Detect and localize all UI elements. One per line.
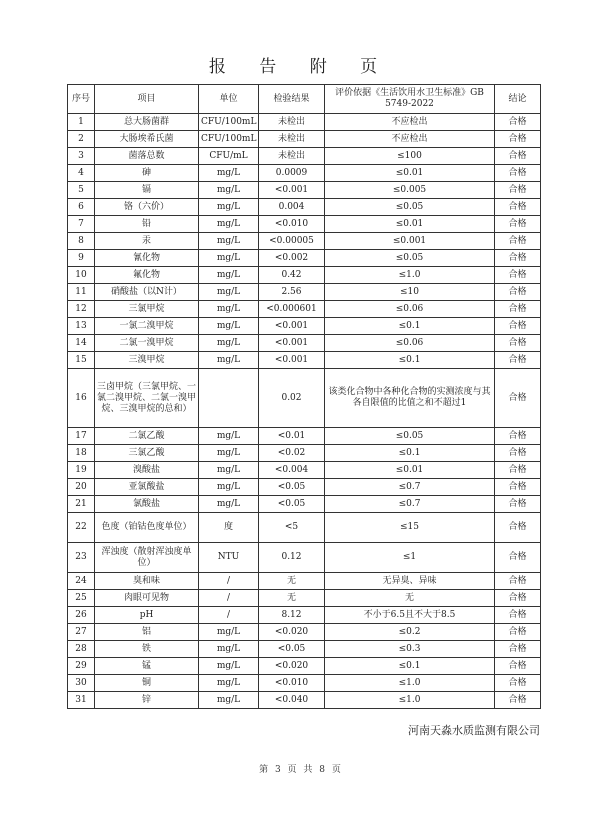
row-conclusion: 合格 bbox=[495, 590, 541, 607]
row-result: 0.42 bbox=[259, 267, 325, 284]
table-row bbox=[68, 318, 541, 335]
row-item: 二氯一溴甲烷 bbox=[95, 335, 199, 352]
table-row bbox=[68, 335, 541, 352]
row-result: <0.020 bbox=[259, 658, 325, 675]
row-standard: 不应检出 bbox=[325, 131, 495, 148]
row-conclusion: 合格 bbox=[495, 543, 541, 573]
table-row bbox=[68, 496, 541, 513]
row-index: 31 bbox=[68, 692, 95, 709]
row-result: 0.0009 bbox=[259, 165, 325, 182]
row-result: <0.001 bbox=[259, 352, 325, 369]
row-item: 铜 bbox=[95, 675, 199, 692]
row-standard: ≤0.1 bbox=[325, 445, 495, 462]
row-item: 铅 bbox=[95, 216, 199, 233]
row-index: 15 bbox=[68, 352, 95, 369]
row-result: <0.00005 bbox=[259, 233, 325, 250]
row-item: 色度（铂钴色度单位） bbox=[95, 513, 199, 543]
table-row bbox=[68, 352, 541, 369]
row-index: 27 bbox=[68, 624, 95, 641]
row-index: 7 bbox=[68, 216, 95, 233]
row-unit bbox=[199, 369, 259, 428]
row-standard: ≤1 bbox=[325, 543, 495, 573]
row-unit: CFU/100mL bbox=[199, 131, 259, 148]
row-standard: ≤0.1 bbox=[325, 318, 495, 335]
row-unit: mg/L bbox=[199, 267, 259, 284]
table-row bbox=[68, 199, 541, 216]
row-unit: mg/L bbox=[199, 641, 259, 658]
row-unit: mg/L bbox=[199, 624, 259, 641]
table-row bbox=[68, 233, 541, 250]
row-item: 汞 bbox=[95, 233, 199, 250]
table-row bbox=[68, 445, 541, 462]
row-standard: ≤0.7 bbox=[325, 496, 495, 513]
header-standard: 评价依据《生活饮用水卫生标准》GB 5749-2022 bbox=[325, 85, 495, 114]
row-standard: 无异臭、异味 bbox=[325, 573, 495, 590]
row-conclusion: 合格 bbox=[495, 641, 541, 658]
table-row bbox=[68, 369, 541, 428]
row-conclusion: 合格 bbox=[495, 428, 541, 445]
row-conclusion: 合格 bbox=[495, 675, 541, 692]
row-conclusion: 合格 bbox=[495, 479, 541, 496]
row-result: <0.002 bbox=[259, 250, 325, 267]
row-result: <0.004 bbox=[259, 462, 325, 479]
row-index: 18 bbox=[68, 445, 95, 462]
row-standard: ≤15 bbox=[325, 513, 495, 543]
row-result: <0.010 bbox=[259, 216, 325, 233]
row-standard: ≤10 bbox=[325, 284, 495, 301]
row-standard: ≤0.05 bbox=[325, 199, 495, 216]
row-standard: ≤0.3 bbox=[325, 641, 495, 658]
row-index: 2 bbox=[68, 131, 95, 148]
row-result: 0.02 bbox=[259, 369, 325, 428]
row-item: 铁 bbox=[95, 641, 199, 658]
row-unit: mg/L bbox=[199, 352, 259, 369]
header-index: 序号 bbox=[68, 85, 95, 114]
row-conclusion: 合格 bbox=[495, 335, 541, 352]
row-result: 无 bbox=[259, 573, 325, 590]
row-unit: mg/L bbox=[199, 335, 259, 352]
row-unit: mg/L bbox=[199, 428, 259, 445]
row-index: 29 bbox=[68, 658, 95, 675]
row-item: 一氯二溴甲烷 bbox=[95, 318, 199, 335]
table-row bbox=[68, 590, 541, 607]
row-unit: mg/L bbox=[199, 445, 259, 462]
row-item: 三卤甲烷（三氯甲烷、一氯二溴甲烷、二氯一溴甲烷、三溴甲烷的总和） bbox=[95, 369, 199, 428]
table-row bbox=[68, 148, 541, 165]
row-index: 14 bbox=[68, 335, 95, 352]
row-standard: ≤0.05 bbox=[325, 428, 495, 445]
table-row bbox=[68, 658, 541, 675]
row-index: 16 bbox=[68, 369, 95, 428]
row-item: 氰化物 bbox=[95, 250, 199, 267]
row-index: 26 bbox=[68, 607, 95, 624]
row-result: <0.05 bbox=[259, 641, 325, 658]
row-conclusion: 合格 bbox=[495, 216, 541, 233]
row-index: 9 bbox=[68, 250, 95, 267]
table-row bbox=[68, 607, 541, 624]
row-index: 20 bbox=[68, 479, 95, 496]
row-standard: ≤1.0 bbox=[325, 675, 495, 692]
row-result: <0.001 bbox=[259, 182, 325, 199]
row-unit: mg/L bbox=[199, 216, 259, 233]
row-unit: / bbox=[199, 590, 259, 607]
row-item: 肉眼可见物 bbox=[95, 590, 199, 607]
table-row bbox=[68, 182, 541, 199]
row-unit: NTU bbox=[199, 543, 259, 573]
row-conclusion: 合格 bbox=[495, 462, 541, 479]
table-row bbox=[68, 573, 541, 590]
row-conclusion: 合格 bbox=[495, 284, 541, 301]
row-standard: ≤0.01 bbox=[325, 216, 495, 233]
row-conclusion: 合格 bbox=[495, 607, 541, 624]
row-result: <0.001 bbox=[259, 318, 325, 335]
row-standard: ≤0.06 bbox=[325, 335, 495, 352]
table-row bbox=[68, 543, 541, 573]
row-index: 6 bbox=[68, 199, 95, 216]
row-unit: mg/L bbox=[199, 182, 259, 199]
row-standard: ≤0.01 bbox=[325, 165, 495, 182]
page-title: 报 告 附 页 bbox=[208, 57, 392, 77]
row-item: 亚氯酸盐 bbox=[95, 479, 199, 496]
row-item: 锌 bbox=[95, 692, 199, 709]
row-standard: ≤0.7 bbox=[325, 479, 495, 496]
row-result: 未检出 bbox=[259, 148, 325, 165]
row-unit: mg/L bbox=[199, 318, 259, 335]
header-item: 项目 bbox=[95, 85, 199, 114]
row-conclusion: 合格 bbox=[495, 233, 541, 250]
row-unit: mg/L bbox=[199, 462, 259, 479]
row-conclusion: 合格 bbox=[495, 131, 541, 148]
row-result: <0.05 bbox=[259, 479, 325, 496]
row-item: 铬（六价） bbox=[95, 199, 199, 216]
table-header-row bbox=[68, 85, 541, 114]
table-row bbox=[68, 131, 541, 148]
row-index: 22 bbox=[68, 513, 95, 543]
row-result: 0.12 bbox=[259, 543, 325, 573]
row-unit: mg/L bbox=[199, 199, 259, 216]
row-item: 硝酸盐（以N计） bbox=[95, 284, 199, 301]
row-result: <0.001 bbox=[259, 335, 325, 352]
row-index: 24 bbox=[68, 573, 95, 590]
row-conclusion: 合格 bbox=[495, 692, 541, 709]
row-result: <0.020 bbox=[259, 624, 325, 641]
row-standard: ≤0.01 bbox=[325, 462, 495, 479]
row-conclusion: 合格 bbox=[495, 369, 541, 428]
row-conclusion: 合格 bbox=[495, 148, 541, 165]
row-conclusion: 合格 bbox=[495, 114, 541, 131]
row-conclusion: 合格 bbox=[495, 182, 541, 199]
row-unit: mg/L bbox=[199, 479, 259, 496]
row-item: 铝 bbox=[95, 624, 199, 641]
row-standard: ≤0.2 bbox=[325, 624, 495, 641]
results-table bbox=[67, 84, 541, 709]
row-item: 臭和味 bbox=[95, 573, 199, 590]
row-index: 10 bbox=[68, 267, 95, 284]
table-row bbox=[68, 216, 541, 233]
row-result: 未检出 bbox=[259, 114, 325, 131]
row-standard: 不小于6.5且不大于8.5 bbox=[325, 607, 495, 624]
header-unit: 单位 bbox=[199, 85, 259, 114]
row-item: 浑浊度（散射浑浊度单位） bbox=[95, 543, 199, 573]
row-item: 大肠埃希氏菌 bbox=[95, 131, 199, 148]
row-unit: CFU/100mL bbox=[199, 114, 259, 131]
row-standard: ≤0.005 bbox=[325, 182, 495, 199]
table-row bbox=[68, 267, 541, 284]
table-row bbox=[68, 692, 541, 709]
row-index: 4 bbox=[68, 165, 95, 182]
header-conclusion: 结论 bbox=[495, 85, 541, 114]
row-result: 0.004 bbox=[259, 199, 325, 216]
row-result: <0.05 bbox=[259, 496, 325, 513]
row-item: 镉 bbox=[95, 182, 199, 199]
row-index: 11 bbox=[68, 284, 95, 301]
row-item: 菌落总数 bbox=[95, 148, 199, 165]
table-row bbox=[68, 624, 541, 641]
row-conclusion: 合格 bbox=[495, 352, 541, 369]
row-item: 总大肠菌群 bbox=[95, 114, 199, 131]
page-number: 第 3 页 共 8 页 bbox=[259, 765, 341, 775]
row-standard: 无 bbox=[325, 590, 495, 607]
row-standard: ≤1.0 bbox=[325, 692, 495, 709]
row-index: 13 bbox=[68, 318, 95, 335]
row-conclusion: 合格 bbox=[495, 658, 541, 675]
table-row bbox=[68, 641, 541, 658]
row-index: 21 bbox=[68, 496, 95, 513]
row-item: 三氯甲烷 bbox=[95, 301, 199, 318]
row-unit: CFU/mL bbox=[199, 148, 259, 165]
row-conclusion: 合格 bbox=[495, 513, 541, 543]
row-unit: mg/L bbox=[199, 675, 259, 692]
row-result: <0.000601 bbox=[259, 301, 325, 318]
header-result: 检验结果 bbox=[259, 85, 325, 114]
row-standard: ≤0.1 bbox=[325, 658, 495, 675]
row-conclusion: 合格 bbox=[495, 496, 541, 513]
row-result: 2.56 bbox=[259, 284, 325, 301]
row-index: 12 bbox=[68, 301, 95, 318]
row-index: 5 bbox=[68, 182, 95, 199]
company-name: 河南天淼水质监测有限公司 bbox=[408, 724, 540, 737]
row-item: 三溴甲烷 bbox=[95, 352, 199, 369]
row-standard: ≤0.06 bbox=[325, 301, 495, 318]
row-item: pH bbox=[95, 607, 199, 624]
row-index: 19 bbox=[68, 462, 95, 479]
row-unit: mg/L bbox=[199, 692, 259, 709]
table-row bbox=[68, 284, 541, 301]
row-conclusion: 合格 bbox=[495, 250, 541, 267]
row-conclusion: 合格 bbox=[495, 267, 541, 284]
row-index: 8 bbox=[68, 233, 95, 250]
row-standard: 该类化合物中各种化合物的实测浓度与其各自限值的比值之和不超过1 bbox=[325, 369, 495, 428]
row-unit: mg/L bbox=[199, 658, 259, 675]
table-row bbox=[68, 428, 541, 445]
row-unit: mg/L bbox=[199, 284, 259, 301]
row-item: 氟化物 bbox=[95, 267, 199, 284]
row-result: <5 bbox=[259, 513, 325, 543]
table-row bbox=[68, 479, 541, 496]
row-conclusion: 合格 bbox=[495, 199, 541, 216]
row-unit: mg/L bbox=[199, 301, 259, 318]
table-row bbox=[68, 165, 541, 182]
row-index: 1 bbox=[68, 114, 95, 131]
row-index: 17 bbox=[68, 428, 95, 445]
row-unit: 度 bbox=[199, 513, 259, 543]
row-unit: mg/L bbox=[199, 165, 259, 182]
row-standard: ≤0.05 bbox=[325, 250, 495, 267]
row-index: 23 bbox=[68, 543, 95, 573]
row-unit: / bbox=[199, 573, 259, 590]
row-standard: 不应检出 bbox=[325, 114, 495, 131]
row-result: <0.01 bbox=[259, 428, 325, 445]
row-standard: ≤0.001 bbox=[325, 233, 495, 250]
row-item: 锰 bbox=[95, 658, 199, 675]
row-result: <0.010 bbox=[259, 675, 325, 692]
row-conclusion: 合格 bbox=[495, 165, 541, 182]
row-conclusion: 合格 bbox=[495, 318, 541, 335]
row-result: 未检出 bbox=[259, 131, 325, 148]
table-row bbox=[68, 675, 541, 692]
table-row bbox=[68, 114, 541, 131]
row-result: 8.12 bbox=[259, 607, 325, 624]
row-item: 二氯乙酸 bbox=[95, 428, 199, 445]
row-standard: ≤100 bbox=[325, 148, 495, 165]
row-index: 30 bbox=[68, 675, 95, 692]
table-row bbox=[68, 301, 541, 318]
row-item: 砷 bbox=[95, 165, 199, 182]
table-row bbox=[68, 250, 541, 267]
row-result: 无 bbox=[259, 590, 325, 607]
row-standard: ≤0.1 bbox=[325, 352, 495, 369]
row-unit: / bbox=[199, 607, 259, 624]
row-conclusion: 合格 bbox=[495, 301, 541, 318]
row-item: 溴酸盐 bbox=[95, 462, 199, 479]
table-row bbox=[68, 462, 541, 479]
row-unit: mg/L bbox=[199, 250, 259, 267]
row-item: 氯酸盐 bbox=[95, 496, 199, 513]
row-standard: ≤1.0 bbox=[325, 267, 495, 284]
row-result: <0.02 bbox=[259, 445, 325, 462]
row-index: 3 bbox=[68, 148, 95, 165]
row-conclusion: 合格 bbox=[495, 624, 541, 641]
row-result: <0.040 bbox=[259, 692, 325, 709]
table-row bbox=[68, 513, 541, 543]
row-index: 25 bbox=[68, 590, 95, 607]
row-conclusion: 合格 bbox=[495, 573, 541, 590]
row-index: 28 bbox=[68, 641, 95, 658]
row-item: 三氯乙酸 bbox=[95, 445, 199, 462]
row-conclusion: 合格 bbox=[495, 445, 541, 462]
table-body bbox=[68, 114, 541, 709]
row-unit: mg/L bbox=[199, 233, 259, 250]
row-unit: mg/L bbox=[199, 496, 259, 513]
